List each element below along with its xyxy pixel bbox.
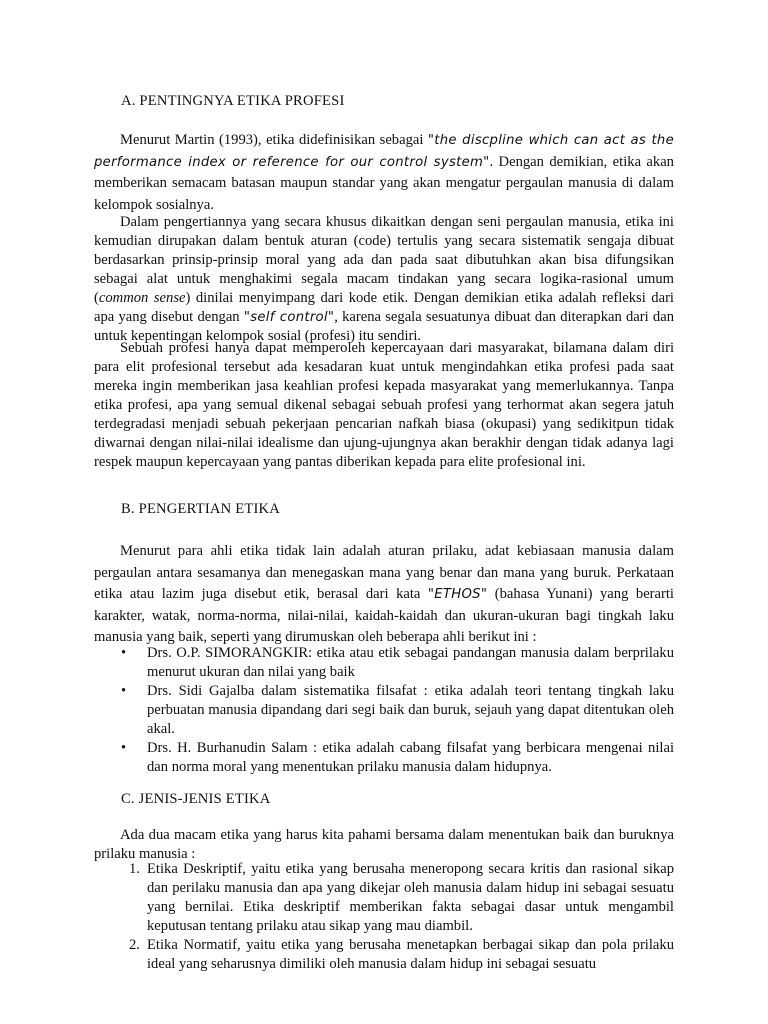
section-a-paragraph-1 (94, 130, 674, 216)
section-c-intro: Ada dua macam etika yang harus kita pahami bersama dalam menentukan baik dan buruknya prilaku manusia : (94, 827, 674, 862)
item-text: Etika Deskriptif, yaitu etika yang berusaha meneropong secara kritis dan rasional sikap dan perilaku manusia dan apa yang dikejar oleh manusia dalam hidup ini sebagai sesuatu yang bernilai. Etika deskriptif memberikan fakta sebagai dasar untuk mengambil keputusan tentang prilaku atau sikap yang mau diambil. (147, 861, 674, 934)
ethos-term: "ETHOS" (427, 587, 488, 602)
common-sense-term: common sense (98, 290, 186, 306)
list-item: • Drs. O.P. SIMORANGKIR: etika atau etik sebagai pandangan manusia dalam berprilaku menurut ukuran dan nilai yang baik (121, 644, 674, 682)
section-b-heading: B. PENGERTIAN ETIKA (121, 501, 280, 517)
self-control-quote: "self control" (243, 310, 335, 325)
list-item: • Drs. Sidi Gajalba dalam sistematika filsafat : etika adalah teori tentang tingkah laku perbuatan manusia dipandang dari segi baik dan buruk, sejauh yang dapat ditentukan oleh akal. (121, 682, 674, 739)
section-a-p2-text-3: , karena segala sesuatunya dibuat dan diterapkan dari dan untuk kepentingan kelompok sosial (profesi) itu sendiri. (94, 309, 674, 344)
ethics-types-list (121, 860, 674, 974)
section-b-p1-text-1: Menurut para ahli etika tidak lain adalah aturan prilaku, adat kebiasaan manusia dalam pergaulan antara sesamanya dan menegaskan mana yang benar dan mana yang buruk. Perkataan etika atau lazim juga disebut etik, berasal dari kata (94, 543, 674, 602)
section-c-heading: C. JENIS-JENIS ETIKA (121, 791, 271, 807)
list-item (121, 860, 674, 936)
section-a-p2-text-2: ) dinilai menyimpang dari kode etik. Dengan demikian etika adalah refleksi dari apa yang disebut dengan (94, 290, 674, 325)
section-a-p1-text-2: . Dengan demikian, etika akan memberikan semacam batasan maupun standar yang akan mengatur pergaulan manusia di dalam kelompok sosialnya. (94, 153, 674, 213)
expert-definitions-list (121, 644, 674, 777)
list-item: • Drs. H. Burhanudin Salam : etika adalah cabang filsafat yang berbicara mengenai nilai dan norma moral yang menentukan prilaku manusia dalam hidupnya. (121, 739, 674, 777)
section-a-heading: A. PENTINGNYA ETIKA PROFESI (121, 93, 345, 109)
item-number: 1. (129, 861, 140, 877)
section-a-p1-text-1: Menurut Martin (1993), etika didefinisikan sebagai (120, 132, 428, 148)
section-a-paragraph-3: Sebuah profesi hanya dapat memperoleh kepercayaan dari masyarakat, bilamana dalam diri para elit profesional tersebut ada kesadaran kuat untuk mengindahkan etika profesi pada saat mereka ingin memberikan jasa keahlian profesi kepada masyarakat yang memerlukannya. Tanpa etika profesi, apa yang semual dikenal sebagai sebuah profesi yang terhormat akan segera jatuh terdegradasi menjadi sebuah pekerjaan pencarian nafkah biasa (okupasi) yang sedikitpun tidak diwarnai dengan nilai-nilai idealisme dan ujung-ujungnya akan berakhir dengan tidak adanya lagi respek maupun kepercayaan yang pantas diberikan kepada para elite profesional ini. (94, 340, 674, 470)
item-text: Etika Normatif, yaitu etika yang berusaha menetapkan berbagai sikap dan pola prilaku ideal yang seharusnya dimiliki oleh manusia dalam hidup ini sebagai sesuatu (147, 937, 674, 972)
section-a-paragraph-2 (94, 213, 674, 346)
martin-definition-quote: "the discpline which can act as the performance index or reference for our control system" (94, 133, 674, 170)
section-a-p2-text-1: Dalam pengertiannya yang secara khusus dikaitkan dengan seni pergaulan manusia, etika ini kemudian dirupakan dalam bentuk aturan (code) tertulis yang secara sistematik sengaja dibuat berdasarkan prinsip-prinsip moral yang ada dan pada saat dibutuhkan akan bisa difungsikan sebagai alat untuk menghakimi segala macam tindakan yang secara logika-rasional umum ( (94, 214, 674, 306)
section-b-paragraph-1 (94, 541, 674, 649)
item-number: 2. (129, 937, 140, 953)
section-b-p1-text-2: (bahasa Yunani) yang berarti karakter, watak, norma-norma, nilai-nilai, kaidah-kaidah dan ukuran-ukuran bagi tingkah laku manusia yang baik, seperti yang dirumuskan oleh beberapa ahli berikut ini : (94, 586, 674, 645)
list-item (121, 936, 674, 974)
